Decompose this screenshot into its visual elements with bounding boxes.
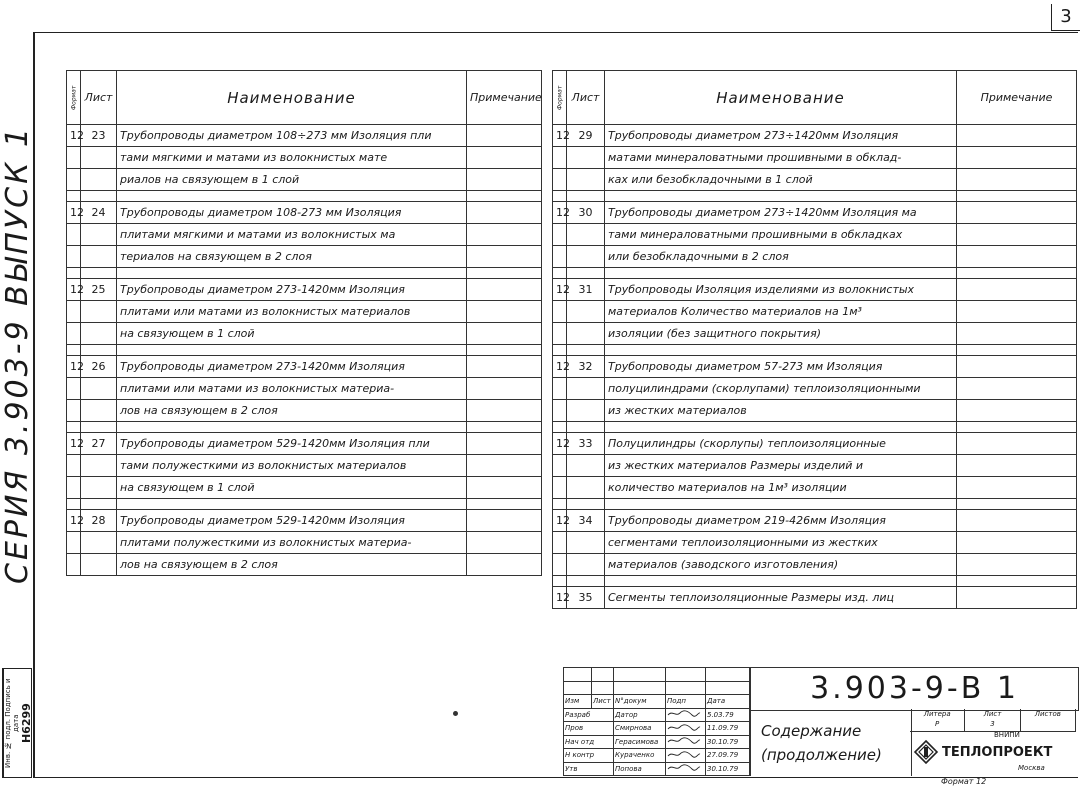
row-name-line: из жестких материалов [605, 400, 957, 422]
row-name-line: тами мягкими и матами из волокнистых мате [117, 147, 467, 169]
row-sheet: 27 [81, 433, 117, 455]
row-gap [553, 499, 1077, 510]
col-sheet: Лист [567, 71, 605, 125]
signature-scribble-icon [667, 737, 701, 744]
row-name-line: плитами или матами из волокнистых материалов [117, 301, 467, 323]
row-name-line: лов на связующем в 2 слоя [117, 554, 467, 576]
row-name-line: плитами мягкими и матами из волокнистых ма [117, 224, 467, 246]
meta-value-sheet: 3 [990, 720, 995, 728]
row-name-line: материалов (заводского изготовления) [605, 554, 957, 576]
row-name-line: полуцилиндрами (скорлупами) теплоизоляционными [605, 378, 957, 400]
row-note [957, 587, 1077, 609]
row-name-line: материалов Количество материалов на 1м³ [605, 301, 957, 323]
series-title: СЕРИЯ 3.903-9 ВЫПУСК 1 [0, 125, 35, 585]
col-note: Примечание [957, 71, 1077, 125]
row-gap [553, 422, 1077, 433]
row-gap [67, 345, 542, 356]
title-block [563, 667, 1076, 776]
signature-blank-row [564, 668, 750, 682]
signature-role: Н контр [564, 749, 614, 763]
sheet-meta-grid [910, 709, 1076, 732]
row-note [467, 455, 542, 477]
row-gap [553, 576, 1077, 587]
signature-header-cell: Дата [706, 695, 750, 709]
signature-name: Датор [614, 708, 666, 722]
row-sheet: 34 [567, 510, 605, 532]
row-format: 12 [67, 356, 81, 378]
row-note [957, 169, 1077, 191]
table-row [67, 246, 542, 268]
signature-row [564, 735, 750, 749]
signature-sign [666, 762, 706, 776]
signature-header-cell: Изм [564, 695, 592, 709]
row-note [957, 224, 1077, 246]
row-format: 12 [553, 356, 567, 378]
row-note [467, 554, 542, 576]
row-name-line: плитами или матами из волокнистых материа- [117, 378, 467, 400]
signature-date: 5.03.79 [706, 708, 750, 722]
table-row [553, 378, 1077, 400]
row-note [467, 378, 542, 400]
row-name-line: Сегменты теплоизоляционные Размеры изд. лиц [605, 587, 957, 609]
row-note [957, 125, 1077, 147]
row-name-line: риалов на связующем в 1 слой [117, 169, 467, 191]
row-note [957, 356, 1077, 378]
signature-sign [666, 708, 706, 722]
table-row [553, 554, 1077, 576]
row-note [957, 323, 1077, 345]
row-name-line: плитами полужесткими из волокнистых материа- [117, 532, 467, 554]
signature-name: Попова [614, 762, 666, 776]
row-gap [67, 268, 542, 279]
row-format: 12 [67, 510, 81, 532]
row-format: 12 [67, 433, 81, 455]
row-note [467, 147, 542, 169]
row-note [957, 301, 1077, 323]
row-name-line: Трубопроводы диаметром 108÷273 мм Изоляция пли [117, 125, 467, 147]
row-format: 12 [67, 125, 81, 147]
row-note [467, 202, 542, 224]
row-gap [67, 499, 542, 510]
row-sheet: 26 [81, 356, 117, 378]
meta-label-sheet: Лист [983, 710, 1002, 718]
table-row [67, 554, 542, 576]
row-name-line: на связующем в 1 слой [117, 323, 467, 345]
signature-scribble-icon [667, 764, 701, 771]
row-sheet: 23 [81, 125, 117, 147]
row-name-line: Полуцилиндры (скорлупы) теплоизоляционные [605, 433, 957, 455]
meta-value-litera: Р [935, 720, 940, 728]
table-row [67, 224, 542, 246]
row-sheet: 25 [81, 279, 117, 301]
row-note [467, 477, 542, 499]
table-row [67, 455, 542, 477]
row-note [467, 224, 542, 246]
document-title-line2: (продолжение) [761, 745, 882, 764]
signature-row [564, 749, 750, 763]
document-code: 3.903-9-В 1 [749, 667, 1079, 711]
signature-name: Смирнова [614, 722, 666, 736]
row-format: 12 [553, 510, 567, 532]
row-note [957, 554, 1077, 576]
row-format: 12 [553, 125, 567, 147]
table-row [67, 532, 542, 554]
row-note [957, 455, 1077, 477]
table-row [553, 125, 1077, 147]
row-name-line: Трубопроводы диаметром 273÷1420мм Изоляция ма [605, 202, 957, 224]
row-format: 12 [553, 202, 567, 224]
signature-scribble-icon [667, 724, 701, 731]
signature-date: 30.10.79 [706, 762, 750, 776]
signature-blank-row [564, 681, 750, 695]
table-row [67, 356, 542, 378]
row-name-line: или безобкладочными в 2 слоя [605, 246, 957, 268]
row-name-line: Трубопроводы диаметром 529-1420мм Изоляция [117, 510, 467, 532]
col-note: Примечание [467, 71, 542, 125]
signature-header-cell: N°докум [614, 695, 666, 709]
row-name-line: лов на связующем в 2 слоя [117, 400, 467, 422]
page-number: 3 [1051, 4, 1080, 31]
meta-label-litera: Литера [923, 710, 951, 718]
row-sheet: 35 [567, 587, 605, 609]
row-sheet: 32 [567, 356, 605, 378]
row-gap [553, 191, 1077, 202]
row-name-line: Трубопроводы диаметром 273-1420мм Изоляция [117, 356, 467, 378]
table-row [553, 147, 1077, 169]
ink-dot [453, 711, 458, 716]
table-row [553, 400, 1077, 422]
row-sheet: 29 [567, 125, 605, 147]
signature-date: 30.10.79 [706, 735, 750, 749]
table-row [67, 279, 542, 301]
row-sheet: 24 [81, 202, 117, 224]
col-format: Формат [67, 71, 81, 125]
table-row [553, 323, 1077, 345]
signature-header-cell: Подп [666, 695, 706, 709]
table-row [67, 301, 542, 323]
row-note [467, 532, 542, 554]
table-row [553, 532, 1077, 554]
row-note [467, 169, 542, 191]
signature-row [564, 762, 750, 776]
row-sheet: 33 [567, 433, 605, 455]
signature-role: Пров [564, 722, 614, 736]
row-name-line: количество материалов на 1м³ изоляции [605, 477, 957, 499]
table-row [553, 202, 1077, 224]
row-note [467, 510, 542, 532]
row-name-line: матами минераловатными прошивными в обклад- [605, 147, 957, 169]
contents-table-right [552, 70, 1077, 609]
table-row [553, 356, 1077, 378]
row-name-line: Трубопроводы Изоляция изделиями из волокнистых [605, 279, 957, 301]
row-gap [67, 191, 542, 202]
row-name-line: ках или безобкладочными в 1 слой [605, 169, 957, 191]
signature-sign [666, 749, 706, 763]
table-row [553, 169, 1077, 191]
table-row [67, 202, 542, 224]
table-row [553, 246, 1077, 268]
table-row [553, 510, 1077, 532]
row-note [957, 202, 1077, 224]
table-row [553, 301, 1077, 323]
format-label: Формат 12 [941, 777, 987, 786]
row-format: 12 [67, 279, 81, 301]
table-row [67, 169, 542, 191]
document-title [749, 709, 912, 776]
signature-name: Герасимова [614, 735, 666, 749]
row-format: 12 [553, 279, 567, 301]
signature-role: Разраб [564, 708, 614, 722]
signature-sign [666, 735, 706, 749]
table-row [67, 323, 542, 345]
row-sheet: 31 [567, 279, 605, 301]
row-sheet: 30 [567, 202, 605, 224]
row-gap [553, 345, 1077, 356]
signature-header-row [564, 695, 750, 709]
table-row [67, 433, 542, 455]
signature-scribble-icon [667, 710, 701, 717]
row-name-line: Трубопроводы диаметром 273-1420мм Изоляция [117, 279, 467, 301]
row-name-line: на связующем в 1 слой [117, 477, 467, 499]
contents-table-left [66, 70, 542, 576]
signature-sign [666, 722, 706, 736]
col-format: Формат [553, 71, 567, 125]
row-sheet: 28 [81, 510, 117, 532]
row-gap [67, 422, 542, 433]
signature-role: Нач отд [564, 735, 614, 749]
row-format: 12 [553, 587, 567, 609]
row-note [957, 400, 1077, 422]
table-row [553, 279, 1077, 301]
row-name-line: из жестких материалов Размеры изделий и [605, 455, 957, 477]
row-note [957, 378, 1077, 400]
row-name-line: изоляции (без защитного покрытия) [605, 323, 957, 345]
row-gap [553, 268, 1077, 279]
inventory-stamp-value: H6299 [20, 703, 33, 743]
org-small-label: ВНИПИ [994, 731, 1020, 739]
inventory-stamp [2, 668, 32, 778]
row-name-line: тами полужесткими из волокнистых материалов [117, 455, 467, 477]
table-row [67, 400, 542, 422]
signature-date: 11.09.79 [706, 722, 750, 736]
table-row [67, 510, 542, 532]
table-row [67, 125, 542, 147]
row-note [957, 433, 1077, 455]
table-row [553, 433, 1077, 455]
row-note [467, 356, 542, 378]
signature-name: Кураченко [614, 749, 666, 763]
row-note [957, 246, 1077, 268]
row-name-line: тами минераловатными прошивными в обкладках [605, 224, 957, 246]
table-row [553, 477, 1077, 499]
teploproekt-logo-icon [914, 740, 938, 764]
signature-table [563, 667, 750, 776]
org-city: Москва [1018, 764, 1045, 772]
signature-role: Утв [564, 762, 614, 776]
col-name: Наименование [605, 71, 957, 125]
table-row [553, 587, 1077, 609]
signature-header-cell: Лист [592, 695, 614, 709]
signature-scribble-icon [667, 751, 701, 758]
signature-row [564, 708, 750, 722]
row-note [467, 246, 542, 268]
org-logo [914, 737, 1072, 767]
row-note [467, 301, 542, 323]
signature-date: 27.09.79 [706, 749, 750, 763]
row-name-line: Трубопроводы диаметром 273÷1420мм Изоляция [605, 125, 957, 147]
meta-label-sheets: Листов [1034, 710, 1061, 718]
row-note [467, 279, 542, 301]
col-sheet: Лист [81, 71, 117, 125]
row-note [957, 279, 1077, 301]
row-note [957, 532, 1077, 554]
row-note [467, 400, 542, 422]
row-note [467, 433, 542, 455]
row-name-line: териалов на связующем в 2 слоя [117, 246, 467, 268]
row-note [957, 477, 1077, 499]
org-name: ТЕПЛОПРОЕКТ [942, 744, 1053, 760]
sheet-meta [910, 709, 1076, 776]
row-note [467, 323, 542, 345]
row-name-line: сегментами теплоизоляционными из жестких [605, 532, 957, 554]
row-format: 12 [67, 202, 81, 224]
col-name: Наименование [117, 71, 467, 125]
signature-row [564, 722, 750, 736]
row-format: 12 [553, 433, 567, 455]
row-note [957, 510, 1077, 532]
row-name-line: Трубопроводы диаметром 57-273 мм Изоляция [605, 356, 957, 378]
table-row [553, 224, 1077, 246]
table-row [67, 147, 542, 169]
table-row [67, 477, 542, 499]
row-name-line: Трубопроводы диаметром 219-426мм Изоляция [605, 510, 957, 532]
row-note [467, 125, 542, 147]
inventory-stamp-label: Инв. № подл. Подпись и дата [3, 669, 20, 777]
table-row [67, 378, 542, 400]
row-name-line: Трубопроводы диаметром 529-1420мм Изоляция пли [117, 433, 467, 455]
row-name-line: Трубопроводы диаметром 108-273 мм Изоляция [117, 202, 467, 224]
document-title-line1: Содержание [761, 721, 862, 740]
row-note [957, 147, 1077, 169]
table-row [553, 455, 1077, 477]
